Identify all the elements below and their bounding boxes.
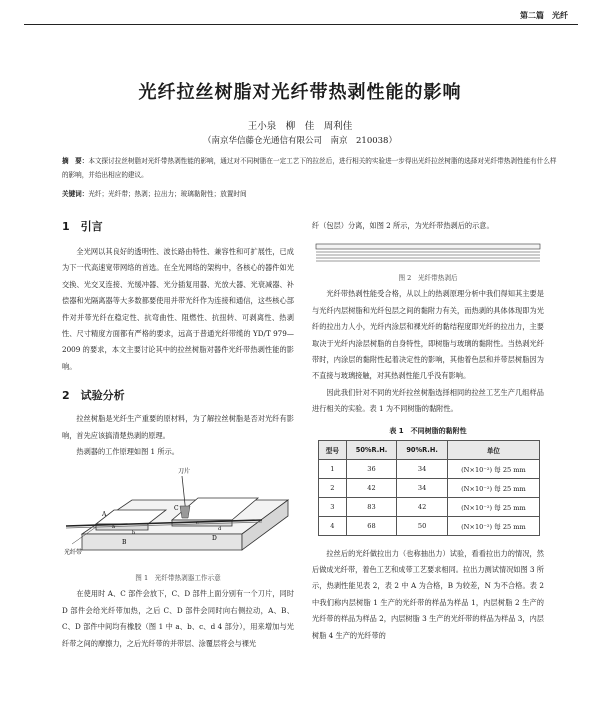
keywords-label: 关键词： [62,190,89,198]
figure-1-label-a: A [102,511,107,519]
table-cell: 36 [346,459,397,478]
table-1-header-row [319,440,540,459]
figure-1-caption: 图 1 光纤带热剥器工作示意 [135,574,221,583]
left-column [62,218,294,652]
figure-1-label-c: C [174,505,179,513]
table-1-header-50rh: 50%R.H. [346,440,397,459]
table-cell: 1 [319,459,347,478]
table-1-header-unit: 单位 [447,440,539,459]
right-paragraph-2: 因此我们针对不同的光纤拉丝树脂选择相同的拉丝工艺生产几组样品进行相关的实验。表 1 为不同树脂的黏附性。 [312,387,544,414]
abstract-label: 摘 要： [62,157,89,165]
table-cell: 3 [319,497,347,516]
figure-2-caption: 图 2 光纤带热剥后 [398,274,458,283]
figure-1-label-d-small: d [218,526,222,533]
section-1-paragraph: 全光网以其良好的透明性、波长路由特性、兼容性和可扩展性，已成为下一代高速宽带网络的首选。在全光网络的架构中，各核心的器件如光交换、光交叉连接、光缓冲器、光分插复用器、光放大器、光衰减器、补偿器和光隔离器等大多数都要使用并带光纤作为连接和通信，这些核心部件对并带光纤在稳定性、抗弯曲性、阻燃性、抗扭转、可剥离性、热剥性、尺寸精度方面都有严格的要求，远高于普通光纤带缆的 YD/T 979—2009 的要求，本文主要讨论其中的拉丝树脂对器件光纤带热剥性能的影响。 [62,247,294,371]
table-cell: 42 [397,497,448,516]
table-cell: 34 [397,478,448,497]
affiliation: （南京华信藤仓光通信有限公司 南京 210038） [203,136,397,146]
section-2-paragraph-2: 热剥器的工作原理如图 1 所示。 [76,447,179,457]
right-column [312,218,544,644]
table-1 [318,440,540,536]
figure-1-diagram [62,464,294,568]
table-cell: (N×10⁻²) 每 25 mm [447,478,539,497]
figure-1-blade-label: 刀片 [178,468,191,476]
table-cell: (N×10⁻²) 每 25 mm [447,497,539,516]
table-cell: (N×10⁻²) 每 25 mm [447,459,539,478]
table-cell: 83 [346,497,397,516]
abstract-text: 本文探讨拉丝树脂对光纤带热剥性能的影响，通过对不同树脂在一定工艺下的拉丝后，进行相关的实验进一步得出光纤拉丝树脂的选择对光纤带热剥性能有什么样的影响，并给出相应的建议。 [62,157,557,179]
right-paragraph-0: 纤（包层）分离，如图 2 所示，为光纤带热剥后的示意。 [312,221,494,230]
figure-1-label-b-small: b [132,530,136,537]
table-cell: 42 [346,478,397,497]
section-2-paragraph-3: 在使用时 A、C 部件会放下，C、D 部件上面分别有一个刀片，同时 D 部件会给光纤带加热，之后 C、D 部件会同时向右侧拉动，A、B、C、D 部件中间均有橡胶（图 1 中 a、b、c、d 4 部分），用来增加与光纤带之间的摩擦力，之后光纤带的并带层、涂覆层将会与裸光 [62,589,294,648]
figure-1 [62,464,294,582]
table-cell: 4 [319,516,347,535]
header-rule [24,24,578,25]
keywords [62,188,560,198]
figure-1-label-d: D [212,535,217,543]
table-cell: 2 [319,478,347,497]
figure-1-label-b: B [122,539,127,547]
table-cell: 50 [397,516,448,535]
table-row [319,516,540,535]
figure-1-label-a-small: a [112,524,115,531]
table-cell: 34 [397,459,448,478]
keywords-text: 光纤；光纤带；热剥；拉出力；玻璃黏附性；放置时间 [88,190,247,198]
running-header: 第二篇 光纤 [520,11,568,20]
table-row [319,478,540,497]
abstract [62,154,560,182]
figure-2-diagram [312,238,544,268]
right-paragraph-1: 光纤带热剥性能受合格，从以上的热剥原理分析中我们得知其主要是与光纤内层树脂和光纤包层之间的黏附力有关，而热剥的具体体现即为光纤的拉出力人小，光纤内涂层和裸光纤的黏结程度即光纤的拉出力，主要取决于光纤内涂层树脂的自身特性，即树脂与玻璃的黏附性。当热剥光纤带时，内涂层的黏附性起着决定性的影响，其他着色层和并带层树脂因为不直接与玻璃接触，对其热剥性能几乎没有影响。 [312,289,544,381]
table-1-header-model: 型号 [319,440,347,459]
section-2-paragraph-1: 拉丝树脂是光纤生产重要的原材料，为了解拉丝树脂是否对光纤有影响，首先应该搞清楚热剥的原理。 [62,414,294,440]
figure-1-ribbon-label: 光纤带 [64,549,83,557]
table-cell: 68 [346,516,397,535]
table-row [319,459,540,478]
section-2-heading: 2 试验分析 [62,389,125,403]
section-1-heading: 1 引言 [62,220,103,233]
table-1-caption: 表 1 不同树脂的黏附性 [389,426,467,435]
table-row [319,497,540,516]
figure-1-label-c-small: c [196,520,199,527]
right-paragraph-3: 拉丝后的光纤做拉出力（也称抽出力）试验，看看拉出力的情况，然后做成光纤带，着色工艺和成带工艺要求相同。拉出力测试情况如图 3 所示，热剥性能见表 2，表 2 中 A 为合格，B 为较差，N 为不合格。表 2 中我们称内层树脂 1 生产的光纤带的样品为样品 1，内层树脂 2 生产的光纤带的样品为样品 2，内层树脂 3 生产的光纤带的样品为样品 3，内层树脂 4 生产的光纤带的 [312,548,544,640]
paper-title: 光纤拉丝树脂对光纤带热剥性能的影响 [138,82,462,103]
authors: 王小泉 柳 佳 周利佳 [247,121,353,132]
table-1-header-90rh: 90%R.H. [397,440,448,459]
figure-2 [312,238,544,282]
table-cell: (N×10⁻²) 每 25 mm [447,516,539,535]
